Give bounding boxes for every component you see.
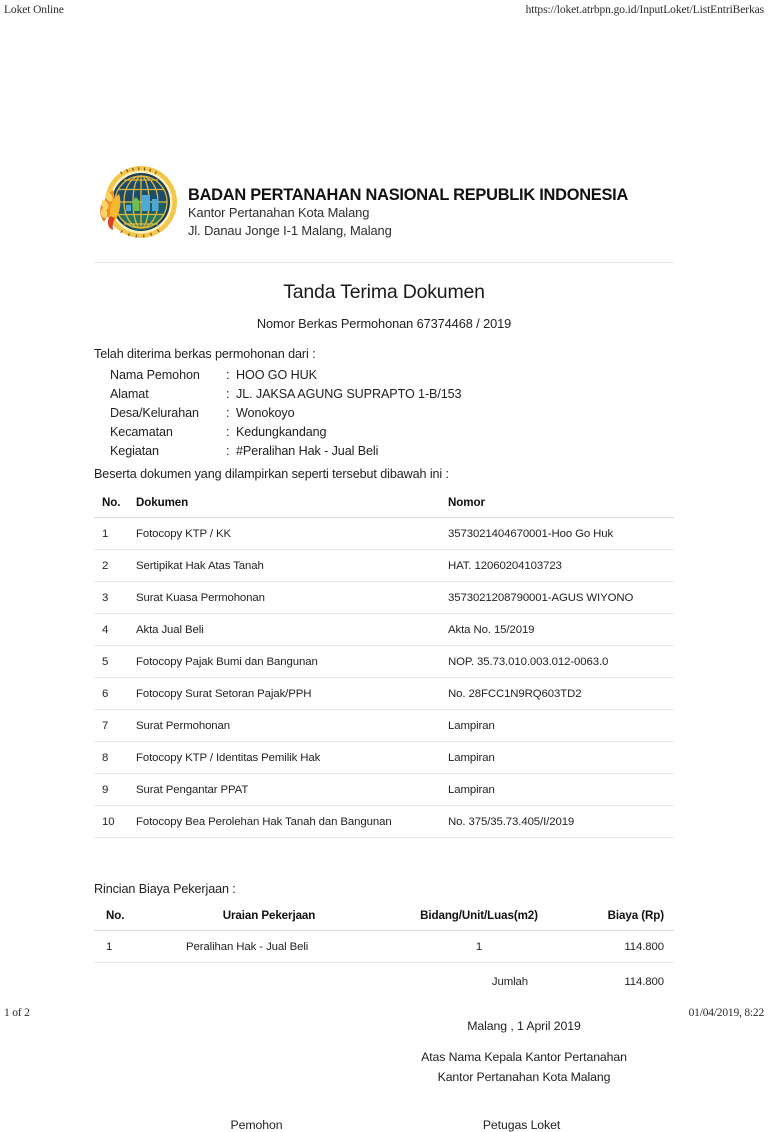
field-row bbox=[94, 403, 461, 422]
intro-text: Telah diterima berkas permohonan dari : bbox=[94, 347, 316, 361]
field-value: HOO GO HUK bbox=[236, 367, 317, 382]
signature-right-header bbox=[374, 1019, 674, 1084]
table-row bbox=[94, 709, 674, 741]
table-row bbox=[94, 805, 674, 837]
column-header-dokumen: Dokumen bbox=[136, 492, 448, 518]
column-header-nomor: Nomor bbox=[448, 492, 674, 518]
column-header-bidang: Bidang/Unit/Luas(m2) bbox=[394, 905, 564, 931]
field-label: Kecamatan bbox=[110, 425, 173, 440]
documents-table bbox=[94, 492, 674, 838]
print-header bbox=[0, 4, 768, 24]
column-header-no: No. bbox=[94, 905, 144, 931]
cell-no: 6 bbox=[94, 677, 136, 709]
bpn-logo bbox=[96, 164, 178, 242]
cell-bidang: 1 bbox=[394, 930, 564, 962]
cell-no: 4 bbox=[94, 613, 136, 645]
cell-dokumen: Fotocopy Bea Perolehan Hak Tanah dan Bangunan bbox=[136, 805, 448, 837]
field-row bbox=[94, 365, 461, 384]
browser-url: https://loket.atrbpn.go.id/InputLoket/ListEntriBerkas bbox=[525, 4, 764, 16]
field-separator: : bbox=[226, 444, 230, 459]
cost-table-caption: Rincian Biaya Pekerjaan : bbox=[94, 881, 236, 896]
documents-table-header-row bbox=[94, 492, 674, 518]
cell-no: 2 bbox=[94, 549, 136, 581]
letterhead-divider bbox=[94, 262, 674, 263]
document-subtitle: Nomor Berkas Permohonan 67374468 / 2019 bbox=[256, 316, 512, 331]
signature-on-behalf: Atas Nama Kepala Kantor Pertanahan bbox=[421, 1049, 627, 1064]
cell-dokumen: Akta Jual Beli bbox=[136, 613, 448, 645]
print-timestamp: 01/04/2019, 8:22 bbox=[688, 1007, 764, 1019]
document-title: Tanda Terima Dokumen bbox=[283, 281, 485, 303]
page-indicator: 1 of 2 bbox=[4, 1007, 30, 1019]
total-spacer bbox=[94, 962, 144, 997]
cell-nomor: NOP. 35.73.010.003.012-0063.0 bbox=[448, 645, 674, 677]
applicant-fields bbox=[94, 365, 461, 461]
outro-text: Beserta dokumen yang dilampirkan seperti tersebut dibawah ini : bbox=[94, 466, 449, 481]
cell-uraian: Peralihan Hak - Jual Beli bbox=[144, 930, 394, 962]
cost-table-header-row bbox=[94, 905, 674, 931]
field-separator: : bbox=[226, 405, 230, 420]
cell-nomor: Lampiran bbox=[448, 741, 674, 773]
organization-name: BADAN PERTANAHAN NASIONAL REPUBLIK INDONESIA bbox=[188, 186, 629, 204]
column-header-biaya: Biaya (Rp) bbox=[564, 905, 674, 931]
cell-dokumen: Surat Permohonan bbox=[136, 709, 448, 741]
cell-dokumen: Fotocopy KTP / Identitas Pemilik Hak bbox=[136, 741, 448, 773]
field-label: Alamat bbox=[110, 386, 149, 401]
table-row bbox=[94, 549, 674, 581]
cost-table bbox=[94, 905, 674, 997]
bpn-logo-icon bbox=[96, 164, 178, 242]
total-label: Jumlah bbox=[491, 975, 528, 988]
cost-total-row bbox=[94, 962, 674, 997]
table-row bbox=[94, 613, 674, 645]
field-row bbox=[94, 384, 461, 403]
table-row bbox=[94, 741, 674, 773]
signature-label-pemohon: Pemohon bbox=[230, 1117, 283, 1132]
cell-dokumen: Fotocopy KTP / KK bbox=[136, 517, 448, 549]
field-row bbox=[94, 423, 461, 442]
field-value: Kedungkandang bbox=[236, 425, 327, 440]
office-address: Jl. Danau Jonge I-1 Malang, Malang bbox=[188, 222, 392, 238]
signature-labels-row bbox=[94, 1118, 674, 1132]
cell-nomor: No. 375/35.73.405/I/2019 bbox=[448, 805, 674, 837]
table-row bbox=[94, 581, 674, 613]
print-footer bbox=[0, 1007, 768, 1019]
field-separator: : bbox=[226, 425, 230, 440]
field-label: Kegiatan bbox=[110, 444, 159, 459]
cell-dokumen: Surat Pengantar PPAT bbox=[136, 773, 448, 805]
field-separator: : bbox=[226, 367, 230, 382]
cell-no: 9 bbox=[94, 773, 136, 805]
field-value: Wonokoyo bbox=[236, 405, 295, 420]
office-name: Kantor Pertanahan Kota Malang bbox=[188, 205, 370, 221]
field-separator: : bbox=[226, 386, 230, 401]
cell-nomor: Lampiran bbox=[448, 773, 674, 805]
signature-office: Kantor Pertanahan Kota Malang bbox=[437, 1069, 611, 1084]
signature-label-petugas-loket: Petugas Loket bbox=[482, 1117, 561, 1132]
cell-no: 8 bbox=[94, 741, 136, 773]
cell-no: 5 bbox=[94, 645, 136, 677]
cell-no: 3 bbox=[94, 581, 136, 613]
table-row bbox=[94, 517, 674, 549]
letterhead-text bbox=[188, 164, 628, 239]
column-header-uraian: Uraian Pekerjaan bbox=[144, 905, 394, 931]
cell-nomor: 3573021208790001-AGUS WIYONO bbox=[448, 581, 674, 613]
table-row bbox=[94, 645, 674, 677]
cell-nomor: Akta No. 15/2019 bbox=[448, 613, 674, 645]
total-value: 114.800 bbox=[624, 975, 664, 988]
browser-page-title: Loket Online bbox=[4, 4, 64, 16]
cell-no: 7 bbox=[94, 709, 136, 741]
signature-block bbox=[94, 1019, 674, 1132]
cell-dokumen: Fotocopy Pajak Bumi dan Bangunan bbox=[136, 645, 448, 677]
table-row bbox=[94, 677, 674, 709]
field-row bbox=[94, 442, 461, 461]
cell-nomor: No. 28FCC1N9RQ603TD2 bbox=[448, 677, 674, 709]
receipt-document bbox=[94, 164, 674, 1132]
cell-no: 1 bbox=[94, 517, 136, 549]
cell-dokumen: Fotocopy Surat Setoran Pajak/PPH bbox=[136, 677, 448, 709]
cell-dokumen: Sertipikat Hak Atas Tanah bbox=[136, 549, 448, 581]
table-row bbox=[94, 930, 674, 962]
cell-no: 10 bbox=[94, 805, 136, 837]
cell-biaya: 114.800 bbox=[564, 930, 674, 962]
field-label: Desa/Kelurahan bbox=[110, 405, 199, 420]
cell-no: 1 bbox=[94, 930, 144, 962]
letterhead bbox=[94, 164, 674, 242]
field-value: #Peralihan Hak - Jual Beli bbox=[236, 444, 379, 459]
cell-nomor: Lampiran bbox=[448, 709, 674, 741]
cell-dokumen: Surat Kuasa Permohonan bbox=[136, 581, 448, 613]
field-value: JL. JAKSA AGUNG SUPRAPTO 1-B/153 bbox=[236, 386, 462, 401]
field-label: Nama Pemohon bbox=[110, 367, 200, 382]
cell-nomor: HAT. 12060204103723 bbox=[448, 549, 674, 581]
total-spacer bbox=[144, 962, 394, 997]
cell-nomor: 3573021404670001-Hoo Go Huk bbox=[448, 517, 674, 549]
column-header-no: No. bbox=[94, 492, 136, 518]
table-row bbox=[94, 773, 674, 805]
signature-place-date: Malang , 1 April 2019 bbox=[467, 1018, 581, 1033]
